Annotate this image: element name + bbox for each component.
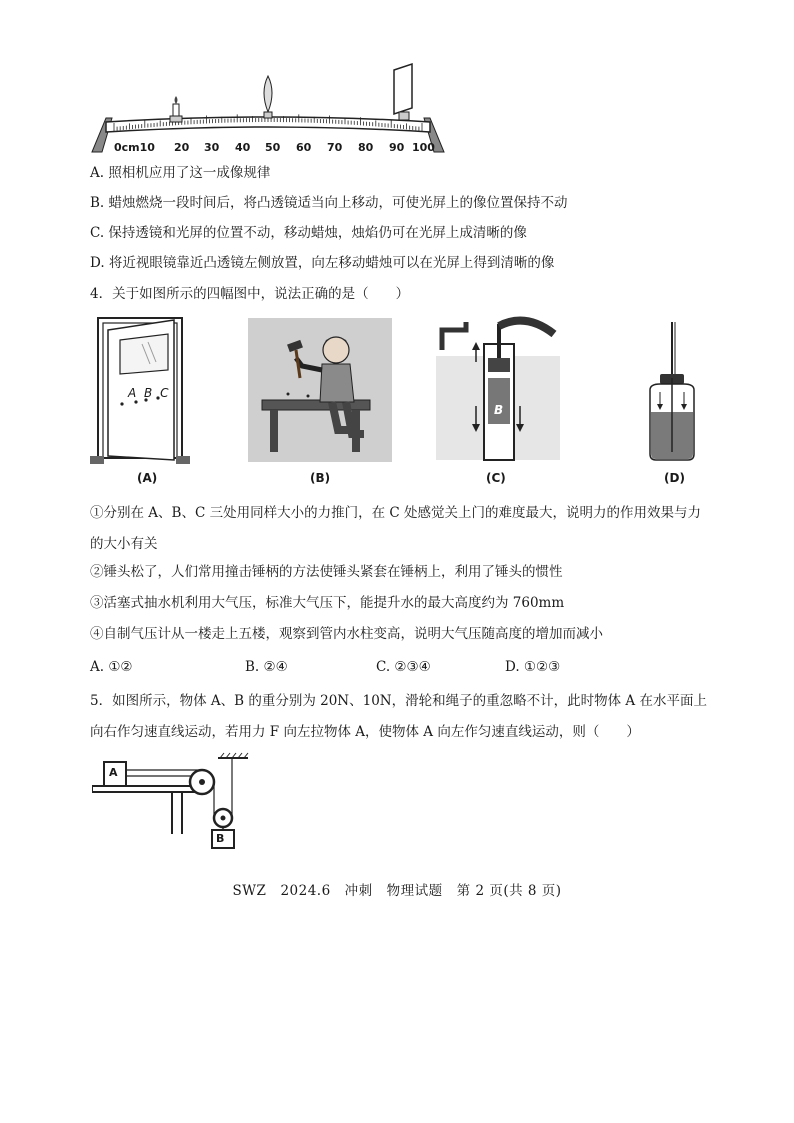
q4-stem: 4．关于如图所示的四幅图中，说法正确的是（ ）: [90, 286, 410, 302]
piston-pump-figure: [436, 314, 560, 462]
ruler-number: 50: [265, 141, 281, 154]
ruler-number: 40: [235, 141, 251, 154]
q3-option-b: B. 蜡烛燃烧一段时间后，将凸透镜适当向上移动，可使光屏上的像位置保持不动: [90, 195, 568, 211]
q4-option-c: C. ②③④: [376, 659, 431, 675]
barometer-bottle-figure: [640, 322, 704, 462]
caption-c: (C): [486, 471, 506, 485]
page-footer: SWZ 2024.6 冲刺 物理试题 第 2 页(共 8 页): [232, 883, 562, 899]
door-point-labels: A B C: [128, 386, 171, 400]
q3-option-a: A. 照相机应用了这一成像规律: [90, 165, 271, 181]
q4-statement-4: ④自制气压计从一楼走上五楼，观察到管内水柱变高，说明大气压随高度的增加而减小: [90, 626, 603, 642]
q4-statement-1: ①分别在 A、B、C 三处用同样大小的力推门，在 C 处感觉关上门的难度最大，说明力的作用效果与力的大小有关: [90, 505, 701, 552]
q4-statement-2: ②锤头松了，人们常用撞击锤柄的方法使锤头紧套在锤柄上，利用了锤头的惯性: [90, 564, 563, 580]
caption-a: (A): [137, 471, 158, 485]
hammer-figure: [248, 318, 392, 462]
ruler-number: 20: [174, 141, 190, 154]
q3-option-d: D. 将近视眼镜靠近凸透镜左侧放置，向左移动蜡烛可以在光屏上得到清晰的像: [90, 255, 555, 271]
q4-option-b: B. ②④: [245, 659, 288, 675]
caption-b: (B): [310, 471, 331, 485]
ruler-number: 30: [204, 141, 220, 154]
ruler-number: 70: [327, 141, 343, 154]
q5-stem: 5．如图所示，物体 A、B 的重分别为 20N、10N，滑轮和绳子的重忽略不计，此时物体 A 在水平面上向右作匀速直线运动，若用力 F 向左拉物体 A，使物体 A 向左作匀速直线运动，则（ ）: [90, 693, 707, 740]
block-b-label: B: [216, 832, 225, 845]
ruler-number: 0cm10: [114, 141, 155, 154]
ruler-number: 90: [389, 141, 405, 154]
block-a-label: A: [109, 766, 118, 779]
ruler-number: 80: [358, 141, 374, 154]
q4-option-a: A. ①②: [90, 659, 133, 675]
q3-option-c: C. 保持透镜和光屏的位置不动，移动蜡烛，烛焰仍可在光屏上成清晰的像: [90, 225, 527, 241]
caption-d: (D): [664, 471, 685, 485]
q4-statement-3: ③活塞式抽水机利用大气压，标准大气压下，能提升水的最大高度约为 760mm: [90, 595, 565, 611]
pump-label-b: B: [494, 403, 504, 417]
ruler-scale-numbers: [114, 141, 434, 155]
ruler-number: 60: [296, 141, 312, 154]
ruler-number: 100: [412, 141, 435, 154]
q4-option-d: D. ①②③: [505, 659, 561, 675]
